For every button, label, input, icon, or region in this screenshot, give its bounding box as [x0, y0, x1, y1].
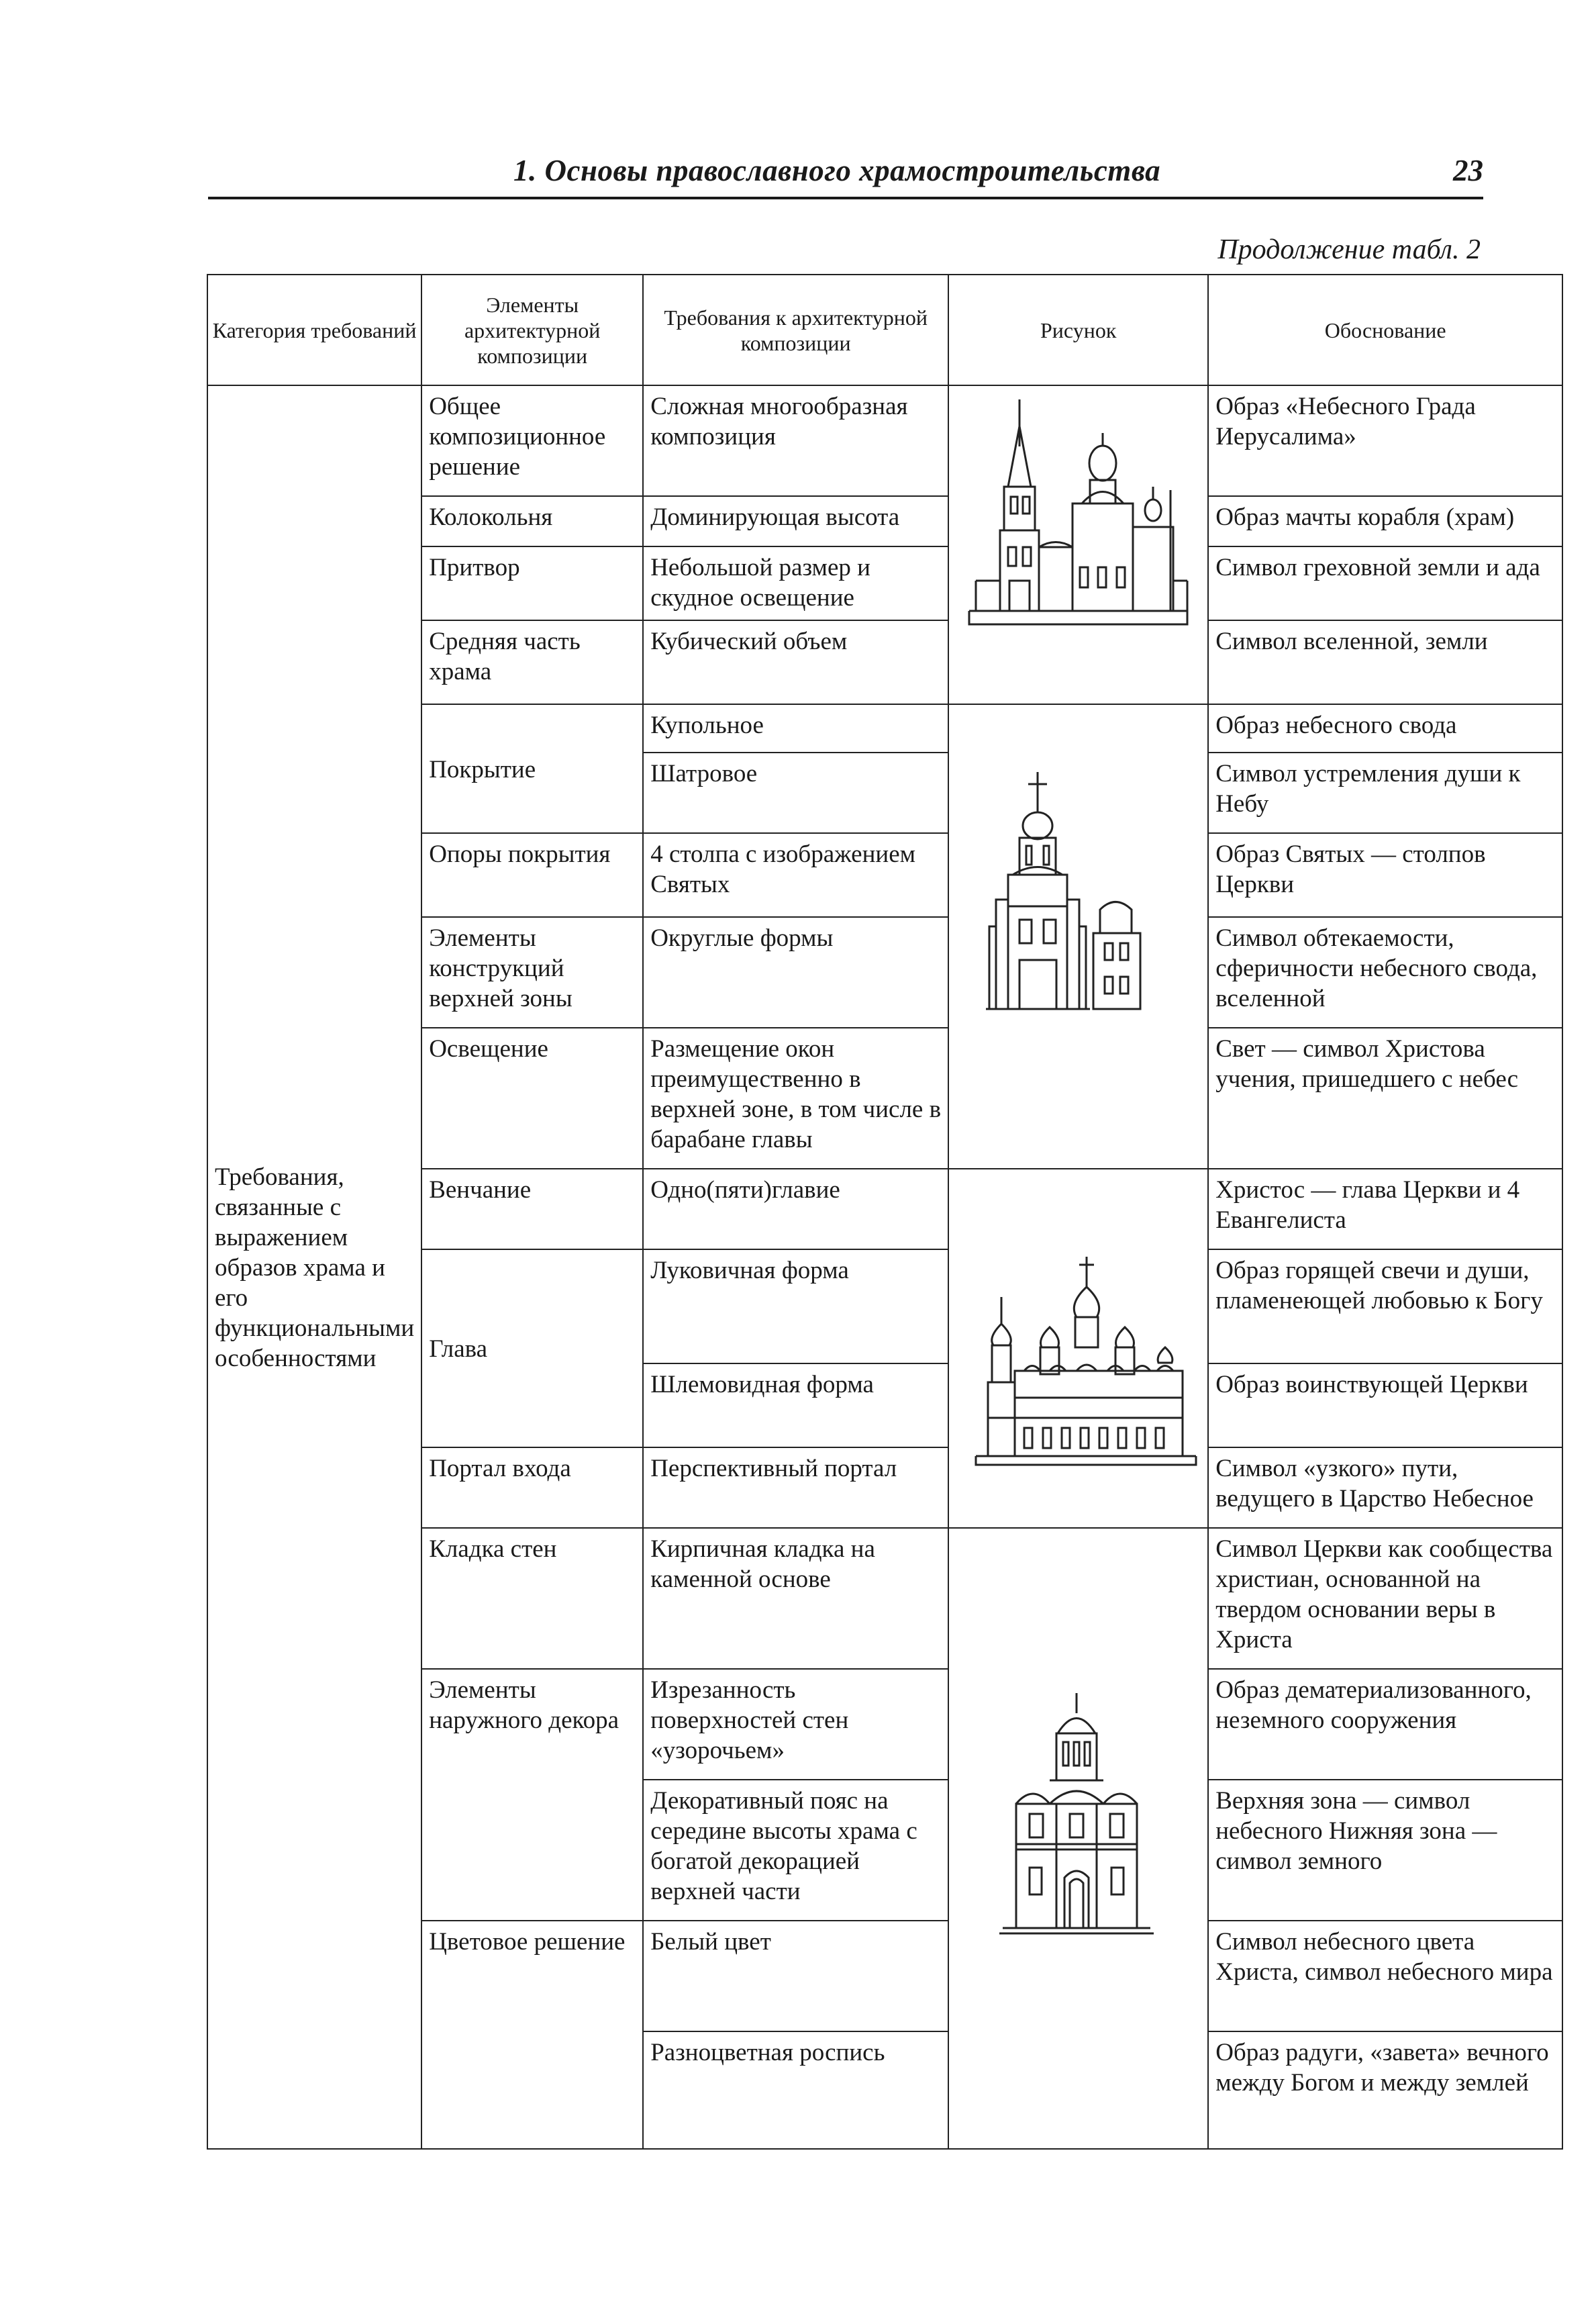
reason-cell: Образ «Небесного Града Иерусалима»: [1208, 385, 1562, 496]
element-cell: Элементы наружного декора: [421, 1669, 643, 1921]
requirement-cell: Сложная многообразная композиция: [643, 385, 948, 496]
element-cell: Общее композиционное решение: [421, 385, 643, 496]
element-cell: Элементы конструкций верхней зоны: [421, 917, 643, 1028]
reason-cell: Символ обтекаемости, сферичности небесного свода, вселенной: [1208, 917, 1562, 1028]
reason-cell: Образ воинствующей Церкви: [1208, 1363, 1562, 1447]
requirement-cell: Небольшой размер и скудное освещение: [643, 546, 948, 620]
drawing-cell: [948, 1528, 1208, 2149]
requirements-table: [207, 274, 1563, 2150]
table-header-row: [207, 275, 1562, 385]
reason-cell: Свет — символ Христова учения, пришедшего с небес: [1208, 1028, 1562, 1169]
table-continuation-label: Продолжение табл. 2: [1217, 234, 1481, 265]
requirement-cell: Купольное: [643, 704, 948, 753]
reason-cell: Образ дематериализованного, неземного сооружения: [1208, 1669, 1562, 1780]
element-cell: Цветовое решение: [421, 1921, 643, 2149]
church-with-bell-tower-drawing: [949, 386, 1207, 638]
requirement-cell: Изрезанность поверхностей стен «узорочьем»: [643, 1669, 948, 1780]
reason-cell: Образ небесного свода: [1208, 704, 1562, 753]
drawing-cell: [948, 704, 1208, 1169]
reason-cell: Символ небесного цвета Христа, символ небесного мира: [1208, 1921, 1562, 2031]
reason-cell: Символ «узкого» пути, ведущего в Царство Небесное: [1208, 1447, 1562, 1528]
requirement-cell: 4 столпа с изображением Святых: [643, 833, 948, 917]
multi-domed-cathedral-drawing: [949, 1169, 1207, 1478]
white-stone-church-drawing: [949, 1529, 1207, 2022]
requirement-cell: Декоративный пояс на середине высоты храма с богатой декорацией верхней части: [643, 1780, 948, 1921]
running-head: [208, 153, 1483, 200]
page-number: 23: [1453, 154, 1483, 187]
requirement-cell: Разноцветная роспись: [643, 2031, 948, 2149]
element-cell: Средняя часть храма: [421, 620, 643, 704]
drawing-cell: [948, 385, 1208, 704]
running-title: 1. Основы православного храмостроительства: [513, 154, 1161, 187]
reason-cell: Образ Святых — столпов Церкви: [1208, 833, 1562, 917]
requirement-cell: Доминирующая высота: [643, 496, 948, 546]
requirement-cell: Шлемовидная форма: [643, 1363, 948, 1447]
reason-cell: Образ горящей свечи и души, пламенеющей любовью к Богу: [1208, 1249, 1562, 1363]
element-cell: Глава: [421, 1249, 643, 1447]
drawing-cell: [948, 1169, 1208, 1528]
element-cell: Опоры покрытия: [421, 833, 643, 917]
requirement-cell: Кирпичная кладка на каменной основе: [643, 1528, 948, 1669]
column-header: Требования к архитектурной композиции: [643, 275, 948, 385]
reason-cell: Символ вселенной, земли: [1208, 620, 1562, 704]
reason-cell: Образ радуги, «завета» вечного между Богом и между землей: [1208, 2031, 1562, 2149]
requirement-cell: Кубический объем: [643, 620, 948, 704]
element-cell: Венчание: [421, 1169, 643, 1249]
reason-cell: Образ мачты корабля (храм): [1208, 496, 1562, 546]
element-cell: Колокольня: [421, 496, 643, 546]
requirement-cell: Округлые формы: [643, 917, 948, 1028]
requirement-cell: Белый цвет: [643, 1921, 948, 2031]
reason-cell: Символ Церкви как сообщества христиан, основанной на твердом основании веры в Христа: [1208, 1528, 1562, 1669]
column-header: Обоснование: [1208, 275, 1562, 385]
column-header: Категория требований: [207, 275, 421, 385]
header-rule: [208, 197, 1483, 199]
requirement-cell: Одно(пяти)главие: [643, 1169, 948, 1249]
element-cell: Покрытие: [421, 704, 643, 833]
element-cell: Кладка стен: [421, 1528, 643, 1669]
element-cell: Портал входа: [421, 1447, 643, 1528]
domed-church-section-drawing: [949, 705, 1207, 1081]
reason-cell: Христос — глава Церкви и 4 Евангелиста: [1208, 1169, 1562, 1249]
column-header: Рисунок: [948, 275, 1208, 385]
requirement-cell: Шатровое: [643, 753, 948, 833]
element-cell: Притвор: [421, 546, 643, 620]
reason-cell: Верхняя зона — символ небесного Нижняя зона — символ земного: [1208, 1780, 1562, 1921]
reason-cell: Символ устремления души к Небу: [1208, 753, 1562, 833]
table-row: [207, 385, 1562, 496]
reason-cell: Символ греховной земли и ада: [1208, 546, 1562, 620]
requirement-cell: Размещение окон преимущественно в верхней зоне, в том числе в барабане главы: [643, 1028, 948, 1169]
column-header: Элементы архитектурной композиции: [421, 275, 643, 385]
category-cell: Требования, связанные с выражением образов храма и его функциональными особенностями: [207, 385, 421, 2149]
element-cell: Освещение: [421, 1028, 643, 1169]
requirement-cell: Луковичная форма: [643, 1249, 948, 1363]
requirement-cell: Перспективный портал: [643, 1447, 948, 1528]
